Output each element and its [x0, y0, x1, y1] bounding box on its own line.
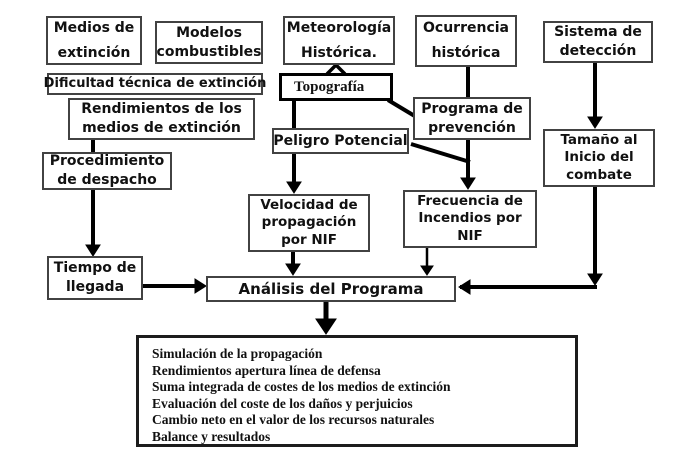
node-ocurrencia-historica: Ocurrencia histórica — [415, 15, 517, 67]
resultados-line-6: Balance y resultados — [152, 428, 271, 444]
node-velocidad-propagacion: Velocidad de propagación por NIF — [248, 194, 370, 252]
arrow-procedimiento-to-tiempo — [86, 190, 100, 256]
resultados-line-4: Evaluación del coste de los daños y perjuicios — [152, 395, 413, 411]
node-meteorologia-historica: Meteorología Histórica. — [283, 16, 395, 65]
node-rendimientos-medios: Rendimientos de los medios de extinción — [68, 98, 255, 140]
node-sistema-deteccion: Sistema de detección — [543, 21, 653, 63]
arrow-sistema-to-tamano — [588, 63, 602, 128]
node-tamano-inicio-combate: Tamaño al Inicio del combate — [543, 129, 655, 187]
resultados-line-2: Rendimientos apertura línea de defensa — [152, 362, 381, 378]
resultados-line-3: Suma integrada de costes de los medios de extinción — [152, 379, 451, 395]
resultados-line-1: Simulación de la propagación — [152, 346, 323, 361]
arrow-programa-to-frecuencia — [411, 139, 475, 189]
node-modelos-combustibles: Modelos combustibles — [155, 21, 263, 64]
arrow-frecuencia-to-analisis — [421, 247, 433, 275]
arrow-analisis-to-resultados — [316, 301, 336, 334]
resultados-line-5: Cambio neto en el valor de los recursos naturales — [152, 412, 435, 428]
node-peligro-potencial: Peligro Potencial — [272, 128, 409, 154]
node-procedimiento-despacho: Procedimiento de despacho — [42, 152, 172, 190]
arrow-velocidad-to-analisis — [286, 251, 300, 275]
arrow-tiempo-to-analisis — [143, 279, 206, 293]
node-medios-extincion: Medios de extinción — [46, 16, 142, 65]
node-dificultad-tecnica: Dificultad técnica de extinción — [47, 73, 263, 95]
node-topografia: Topografía — [279, 73, 393, 101]
node-analisis-programa: Análisis del Programa — [206, 276, 456, 302]
node-resultados — [136, 335, 578, 447]
node-tiempo-llegada: Tiempo de llegada — [47, 256, 143, 300]
node-programa-prevencion: Programa de prevención — [413, 97, 531, 140]
node-frecuencia-incendios: Frecuencia de Incendios por NIF — [403, 190, 537, 248]
